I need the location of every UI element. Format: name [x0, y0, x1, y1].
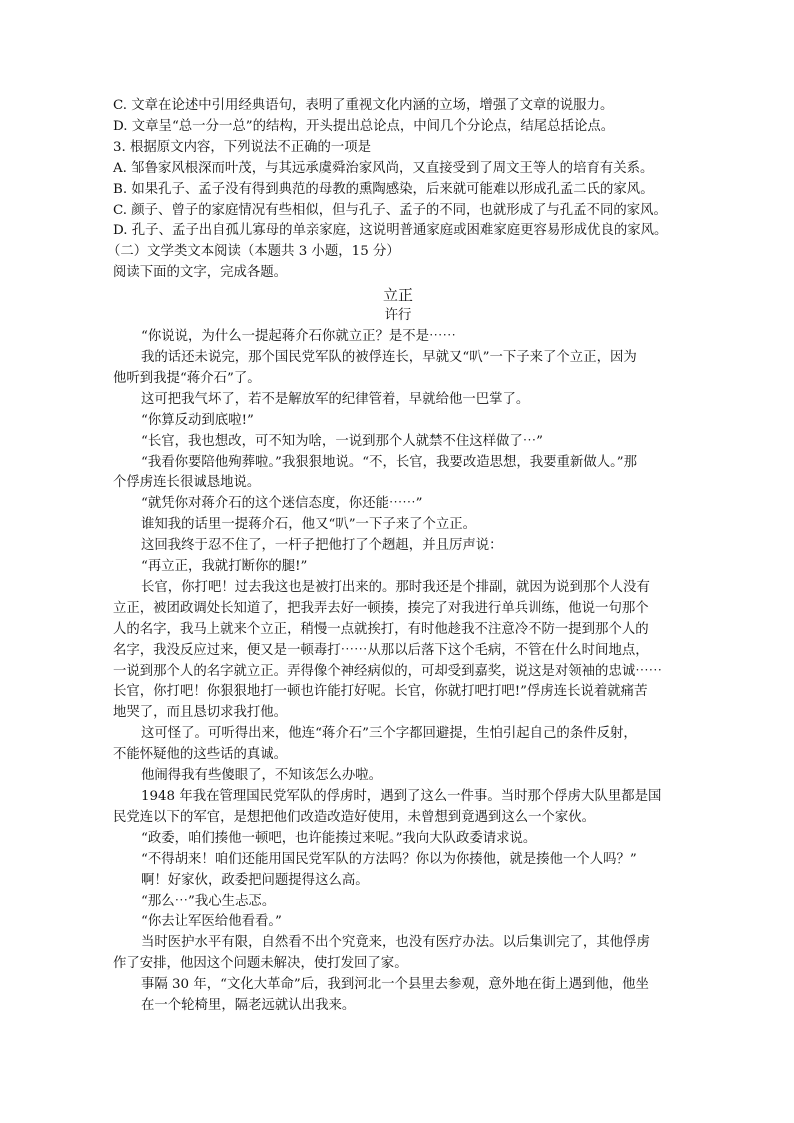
paragraph-line: “你说说，为什么一提起蒋介石你就立正？是不是⋯⋯: [141, 329, 456, 345]
paragraph-line: 长官，你打吧！过去我这也是被打出来的。那时我还是个排副，就因为说到那个人没有: [141, 579, 650, 595]
paragraph-line: 这回我终于忍不住了，一杆子把他打了个趔趄，并且厉声说：: [141, 538, 503, 554]
paragraph-line: 长官，你打吧！你狠狠地打一顿也许能打好呢。长官，你就打吧打吧!”俘虏连长说着就痛苦: [113, 684, 648, 700]
paragraph-line: 地哭了，而且恳切求我打他。: [113, 705, 288, 721]
instruction: 阅读下面的文字，完成各题。: [113, 265, 288, 281]
paragraph-line: 名字，我没反应过来，便又是一顿毒打⋯⋯从那以后落下这个毛病，不管在什么时间地点，: [113, 642, 649, 658]
paragraph-line: 谁知我的话里一提蒋介石，他又“叭”一下子来了个立正。: [141, 517, 477, 533]
paragraph-line: “长官，我也想改，可不知为啥，一说到那个人就禁不住这样做了⋯”: [141, 433, 544, 449]
paragraph-line: 1948 年我在管理国民党军队的俘虏时，遇到了这么一件事。当时那个俘虏大队里都是国: [141, 789, 662, 804]
paragraph-line: 他闹得我有些傻眼了，不知该怎么办啦。: [141, 768, 383, 784]
paragraph-line: “就凭你对蒋介石的这个迷信态度，你还能⋯⋯”: [141, 496, 423, 512]
paragraph-line: 啊！好家伙，政委把问题提得这么高。: [141, 872, 369, 888]
paragraph-line: “政委，咱们揍他一顿吧，也许能揍过来呢。”我向大队政委请求说。: [141, 830, 537, 846]
paragraph-line: “我看你要陪他殉葬啦。”我狠狠地说。“不，长官，我要改造思想，我要重新做人。”那: [141, 454, 638, 470]
text-line: C. 文章在论述中引用经典语句，表明了重视文化内涵的立场，增强了文章的说服力。: [113, 98, 614, 113]
paragraph-line: 立正，被团政调处长知道了，把我弄去好一顿揍，揍完了对我进行单兵训练，他说一句那个: [113, 600, 649, 616]
document-page: [107, 96, 683, 1017]
paragraph-line: “你算反动到底啦!”: [141, 412, 254, 428]
paragraph-line: 不能怀疑他的这些话的真诚。: [113, 747, 288, 763]
paragraph-line: 一说到那个人的名字就立正。弄得像个神经病似的，可却受到嘉奖，说这是对领袖的忠诚⋯⋯: [113, 663, 663, 679]
paragraph-line: “你去让军医给他看看。”: [141, 914, 282, 930]
text-line: D. 文章呈“总一分一总”的结构，开头提出总论点，中间几个分论点，结尾总括论点。: [113, 118, 615, 134]
paragraph-line: 当时医护水平有限，自然看不出个究竟来，也没有医疗办法。以后集训完了，其他俘虏: [141, 935, 650, 951]
paragraph-line: 在一个轮椅里，隔老远就认出我来。: [141, 998, 356, 1014]
section-heading: （二）文学类文本阅读（本题共 3 小题，15 分）: [107, 244, 400, 260]
option-d: D. 孔子、孟子出自孤儿寡母的单亲家庭，这说明普通家庭或困难家庭更容易形成优良的家风。: [113, 223, 668, 239]
paragraph-line: 事隔 30 年，“文化大革命”后，我到河北一个县里去参观，意外地在街上遇到他，他坐: [141, 977, 649, 993]
option-c: C. 颜子、曾子的家庭情况有些相似，但与孔子、孟子的不同，也就形成了与孔孟不同的家风。: [113, 202, 667, 218]
paragraph-line: 这可怪了。可听得出来，他连“蒋介石”三个字都回避提，生怕引起自己的条件反射，: [141, 726, 637, 742]
paragraph-line: 个俘虏连长很诚恳地说。: [113, 475, 261, 491]
option-b: B. 如果孔子、孟子没有得到典范的母教的熏陶感染，后来就可能难以形成孔孟二氏的家风。: [113, 181, 654, 197]
paragraph-line: 这可把我气坏了，若不是解放军的纪律管着，早就给他一巴掌了。: [141, 391, 530, 407]
paragraph-line: “再立正，我就打断你的腿!”: [141, 559, 308, 575]
paragraph-line: 民党连以下的军官，是想把他们改造改造好使用，未曾想到竟遇到这么一个家伙。: [113, 809, 596, 825]
story-author: 许行: [384, 308, 412, 324]
question-stem: 3. 根据原文内容，下列说法不正确的一项是: [113, 139, 372, 155]
paragraph-line: “不得胡来！咱们还能用国民党军队的方法吗？你以为你揍他，就是揍他一个人吗？”: [141, 851, 637, 867]
story-title: 立正: [382, 286, 413, 305]
paragraph-line: 作了安排，他因这个问题未解决，使打发回了家。: [113, 956, 408, 972]
option-a: A. 邹鲁家风根深而叶茂，与其远承虞舜治家风尚，又直接受到了周文王等人的培育有关系。: [113, 160, 654, 176]
paragraph-line: “那么⋯”我心生忐忑。: [141, 893, 276, 909]
paragraph-line: 他听到我提“蒋介石”了。: [113, 370, 261, 386]
paragraph-line: 我的话还未说完，那个国民党军队的被俘连长，早就又“叭”一下子来了个立正，因为: [141, 349, 637, 365]
paragraph-line: 人的名字，我马上就来个立正，稍慢一点就挨打，有时他趁我不注意冷不防一提到那个人的: [113, 621, 649, 637]
